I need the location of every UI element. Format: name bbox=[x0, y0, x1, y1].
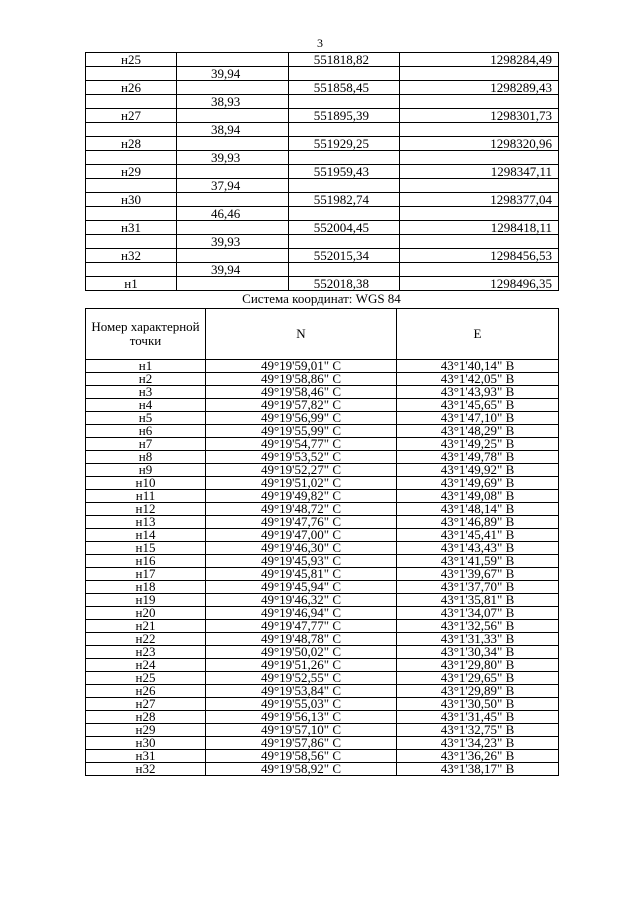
empty-cell bbox=[177, 165, 289, 179]
empty-cell bbox=[177, 53, 289, 67]
distance-cell: 39,94 bbox=[177, 67, 289, 81]
empty-cell bbox=[177, 249, 289, 263]
x-coordinate-cell: 551895,39 bbox=[289, 109, 400, 123]
latitude-cell: 49°19'45,93" С bbox=[206, 555, 397, 568]
point-id-cell: н9 bbox=[86, 464, 206, 477]
table-row bbox=[86, 193, 559, 207]
distance-cell: 39,93 bbox=[177, 235, 289, 249]
empty-cell bbox=[177, 109, 289, 123]
page-number: 3 bbox=[317, 36, 323, 50]
y-coordinate-cell: 1298496,35 bbox=[400, 277, 559, 291]
y-coordinate-cell: 1298456,53 bbox=[400, 249, 559, 263]
empty-cell bbox=[289, 179, 400, 193]
latitude-cell: 49°19'46,32" С bbox=[206, 594, 397, 607]
distance-cell: 46,46 bbox=[177, 207, 289, 221]
longitude-cell: 43°1'43,43" В bbox=[397, 542, 559, 555]
point-id-cell: н25 bbox=[86, 672, 206, 685]
wgs84-coordinates-body bbox=[86, 360, 559, 776]
x-coordinate-cell: 551929,25 bbox=[289, 137, 400, 151]
latitude-cell: 49°19'51,02" С bbox=[206, 477, 397, 490]
point-id-cell: н31 bbox=[86, 221, 177, 235]
table-row bbox=[86, 109, 559, 123]
point-id-cell: н27 bbox=[86, 698, 206, 711]
x-coordinate-cell: 551858,45 bbox=[289, 81, 400, 95]
longitude-cell: 43°1'49,78" В bbox=[397, 451, 559, 464]
y-coordinate-cell: 1298347,11 bbox=[400, 165, 559, 179]
longitude-cell: 43°1'39,67" В bbox=[397, 568, 559, 581]
latitude-cell: 49°19'47,77" С bbox=[206, 620, 397, 633]
table-header-row bbox=[86, 309, 559, 360]
empty-cell bbox=[86, 151, 177, 165]
point-id-cell: н24 bbox=[86, 659, 206, 672]
point-id-cell: н32 bbox=[86, 249, 177, 263]
latitude-cell: 49°19'52,55" С bbox=[206, 672, 397, 685]
coordinate-system-title: Система координат: WGS 84 bbox=[242, 291, 401, 306]
empty-cell bbox=[177, 277, 289, 291]
longitude-cell: 43°1'38,17" В bbox=[397, 763, 559, 776]
empty-cell bbox=[289, 151, 400, 165]
point-id-cell: н18 bbox=[86, 581, 206, 594]
distance-row bbox=[86, 123, 559, 137]
point-id-cell: н29 bbox=[86, 165, 177, 179]
latitude-cell: 49°19'57,10" С bbox=[206, 724, 397, 737]
latitude-cell: 49°19'47,00" С bbox=[206, 529, 397, 542]
table-row bbox=[86, 763, 559, 776]
distance-row bbox=[86, 151, 559, 165]
point-id-cell: н13 bbox=[86, 516, 206, 529]
empty-cell bbox=[86, 95, 177, 109]
empty-cell bbox=[400, 235, 559, 249]
point-id-cell: н26 bbox=[86, 81, 177, 95]
longitude-cell: 43°1'35,81" В bbox=[397, 594, 559, 607]
point-id-cell: н2 bbox=[86, 373, 206, 386]
y-coordinate-cell: 1298284,49 bbox=[400, 53, 559, 67]
latitude-cell: 49°19'58,92" С bbox=[206, 763, 397, 776]
distance-row bbox=[86, 179, 559, 193]
latitude-cell: 49°19'47,76" С bbox=[206, 516, 397, 529]
latitude-cell: 49°19'45,94" С bbox=[206, 581, 397, 594]
longitude-cell: 43°1'48,29" В bbox=[397, 425, 559, 438]
distance-row bbox=[86, 67, 559, 81]
latitude-cell: 49°19'56,13" С bbox=[206, 711, 397, 724]
distance-cell: 38,94 bbox=[177, 123, 289, 137]
point-id-cell: н28 bbox=[86, 711, 206, 724]
latitude-cell: 49°19'53,52" С bbox=[206, 451, 397, 464]
latitude-cell: 49°19'45,81" С bbox=[206, 568, 397, 581]
point-id-cell: н27 bbox=[86, 109, 177, 123]
longitude-cell: 43°1'40,14" В bbox=[397, 360, 559, 373]
latitude-cell: 49°19'57,82" С bbox=[206, 399, 397, 412]
empty-cell bbox=[289, 67, 400, 81]
table-row bbox=[86, 81, 559, 95]
empty-cell bbox=[177, 81, 289, 95]
longitude-cell: 43°1'30,50" В bbox=[397, 698, 559, 711]
x-coordinate-cell: 551959,43 bbox=[289, 165, 400, 179]
y-coordinate-cell: 1298289,43 bbox=[400, 81, 559, 95]
point-id-cell: н20 bbox=[86, 607, 206, 620]
distance-cell: 37,94 bbox=[177, 179, 289, 193]
latitude-cell: 49°19'57,86" С bbox=[206, 737, 397, 750]
empty-cell bbox=[86, 123, 177, 137]
distance-cell: 39,94 bbox=[177, 263, 289, 277]
point-id-cell: н5 bbox=[86, 412, 206, 425]
header-point-number: Номер характерной точки bbox=[86, 309, 206, 360]
empty-cell bbox=[86, 179, 177, 193]
latitude-cell: 49°19'46,94" С bbox=[206, 607, 397, 620]
point-id-cell: н32 bbox=[86, 763, 206, 776]
empty-cell bbox=[86, 235, 177, 249]
empty-cell bbox=[400, 67, 559, 81]
empty-cell bbox=[289, 263, 400, 277]
empty-cell bbox=[177, 137, 289, 151]
longitude-cell: 43°1'32,75" В bbox=[397, 724, 559, 737]
latitude-cell: 49°19'55,03" С bbox=[206, 698, 397, 711]
empty-cell bbox=[400, 179, 559, 193]
longitude-cell: 43°1'49,92" В bbox=[397, 464, 559, 477]
longitude-cell: 43°1'37,70" В bbox=[397, 581, 559, 594]
longitude-cell: 43°1'34,23" В bbox=[397, 737, 559, 750]
header-n: N bbox=[206, 309, 397, 360]
empty-cell bbox=[400, 123, 559, 137]
distance-row bbox=[86, 207, 559, 221]
empty-cell bbox=[289, 207, 400, 221]
y-coordinate-cell: 1298320,96 bbox=[400, 137, 559, 151]
longitude-cell: 43°1'43,93" В bbox=[397, 386, 559, 399]
point-id-cell: н11 bbox=[86, 490, 206, 503]
empty-cell bbox=[177, 221, 289, 235]
x-coordinate-cell: 552004,45 bbox=[289, 221, 400, 235]
coordinates-continuation-table bbox=[85, 52, 559, 291]
x-coordinate-cell: 551982,74 bbox=[289, 193, 400, 207]
table-row bbox=[86, 165, 559, 179]
longitude-cell: 43°1'29,65" В bbox=[397, 672, 559, 685]
point-id-cell: н26 bbox=[86, 685, 206, 698]
point-id-cell: н19 bbox=[86, 594, 206, 607]
table-row bbox=[86, 249, 559, 263]
longitude-cell: 43°1'46,89" В bbox=[397, 516, 559, 529]
table-row bbox=[86, 137, 559, 151]
longitude-cell: 43°1'45,65" В bbox=[397, 399, 559, 412]
empty-cell bbox=[86, 207, 177, 221]
longitude-cell: 43°1'49,25" В bbox=[397, 438, 559, 451]
point-id-cell: н28 bbox=[86, 137, 177, 151]
latitude-cell: 49°19'52,27" С bbox=[206, 464, 397, 477]
empty-cell bbox=[289, 235, 400, 249]
point-id-cell: н3 bbox=[86, 386, 206, 399]
empty-cell bbox=[400, 151, 559, 165]
empty-cell bbox=[400, 95, 559, 109]
latitude-cell: 49°19'59,01" С bbox=[206, 360, 397, 373]
longitude-cell: 43°1'29,89" В bbox=[397, 685, 559, 698]
y-coordinate-cell: 1298301,73 bbox=[400, 109, 559, 123]
point-id-cell: н8 bbox=[86, 451, 206, 464]
x-coordinate-cell: 552015,34 bbox=[289, 249, 400, 263]
latitude-cell: 49°19'58,46" С bbox=[206, 386, 397, 399]
point-id-cell: н29 bbox=[86, 724, 206, 737]
longitude-cell: 43°1'47,10" В bbox=[397, 412, 559, 425]
distance-cell: 39,93 bbox=[177, 151, 289, 165]
empty-cell bbox=[177, 193, 289, 207]
empty-cell bbox=[86, 67, 177, 81]
longitude-cell: 43°1'48,14" В bbox=[397, 503, 559, 516]
point-id-cell: н7 bbox=[86, 438, 206, 451]
latitude-cell: 49°19'58,86" С bbox=[206, 373, 397, 386]
x-coordinate-cell: 551818,82 bbox=[289, 53, 400, 67]
wgs84-coordinates-table bbox=[85, 308, 559, 776]
latitude-cell: 49°19'49,82" С bbox=[206, 490, 397, 503]
coordinates-continuation-body bbox=[86, 53, 559, 291]
longitude-cell: 43°1'31,45" В bbox=[397, 711, 559, 724]
empty-cell bbox=[86, 263, 177, 277]
point-id-cell: н21 bbox=[86, 620, 206, 633]
point-id-cell: н12 bbox=[86, 503, 206, 516]
point-id-cell: н22 bbox=[86, 633, 206, 646]
table-row bbox=[86, 53, 559, 67]
point-id-cell: н14 bbox=[86, 529, 206, 542]
distance-row bbox=[86, 235, 559, 249]
longitude-cell: 43°1'36,26" В bbox=[397, 750, 559, 763]
longitude-cell: 43°1'29,80" В bbox=[397, 659, 559, 672]
y-coordinate-cell: 1298377,04 bbox=[400, 193, 559, 207]
point-id-cell: н30 bbox=[86, 193, 177, 207]
longitude-cell: 43°1'49,08" В bbox=[397, 490, 559, 503]
point-id-cell: н17 bbox=[86, 568, 206, 581]
longitude-cell: 43°1'32,56" В bbox=[397, 620, 559, 633]
longitude-cell: 43°1'49,69" В bbox=[397, 477, 559, 490]
empty-cell bbox=[400, 263, 559, 277]
empty-cell bbox=[289, 95, 400, 109]
latitude-cell: 49°19'48,78" С bbox=[206, 633, 397, 646]
longitude-cell: 43°1'31,33" В bbox=[397, 633, 559, 646]
point-id-cell: н1 bbox=[86, 360, 206, 373]
point-id-cell: н25 bbox=[86, 53, 177, 67]
point-id-cell: н16 bbox=[86, 555, 206, 568]
latitude-cell: 49°19'51,26" С bbox=[206, 659, 397, 672]
point-id-cell: н31 bbox=[86, 750, 206, 763]
latitude-cell: 49°19'54,77" С bbox=[206, 438, 397, 451]
point-id-cell: н10 bbox=[86, 477, 206, 490]
longitude-cell: 43°1'34,07" В bbox=[397, 607, 559, 620]
latitude-cell: 49°19'55,99" С bbox=[206, 425, 397, 438]
point-id-cell: н30 bbox=[86, 737, 206, 750]
longitude-cell: 43°1'41,59" В bbox=[397, 555, 559, 568]
latitude-cell: 49°19'53,84" С bbox=[206, 685, 397, 698]
latitude-cell: 49°19'56,99" С bbox=[206, 412, 397, 425]
point-id-cell: н23 bbox=[86, 646, 206, 659]
empty-cell bbox=[400, 207, 559, 221]
header-e: E bbox=[397, 309, 559, 360]
point-id-cell: н4 bbox=[86, 399, 206, 412]
longitude-cell: 43°1'42,05" В bbox=[397, 373, 559, 386]
latitude-cell: 49°19'50,02" С bbox=[206, 646, 397, 659]
latitude-cell: 49°19'48,72" С bbox=[206, 503, 397, 516]
distance-row bbox=[86, 263, 559, 277]
table-row bbox=[86, 277, 559, 291]
longitude-cell: 43°1'30,34" В bbox=[397, 646, 559, 659]
point-id-cell: н15 bbox=[86, 542, 206, 555]
latitude-cell: 49°19'58,56" С bbox=[206, 750, 397, 763]
distance-cell: 38,93 bbox=[177, 95, 289, 109]
empty-cell bbox=[289, 123, 400, 137]
latitude-cell: 49°19'46,30" С bbox=[206, 542, 397, 555]
longitude-cell: 43°1'45,41" В bbox=[397, 529, 559, 542]
point-id-cell: н6 bbox=[86, 425, 206, 438]
y-coordinate-cell: 1298418,11 bbox=[400, 221, 559, 235]
distance-row bbox=[86, 95, 559, 109]
x-coordinate-cell: 552018,38 bbox=[289, 277, 400, 291]
point-id-cell: н1 bbox=[86, 277, 177, 291]
table-row bbox=[86, 221, 559, 235]
